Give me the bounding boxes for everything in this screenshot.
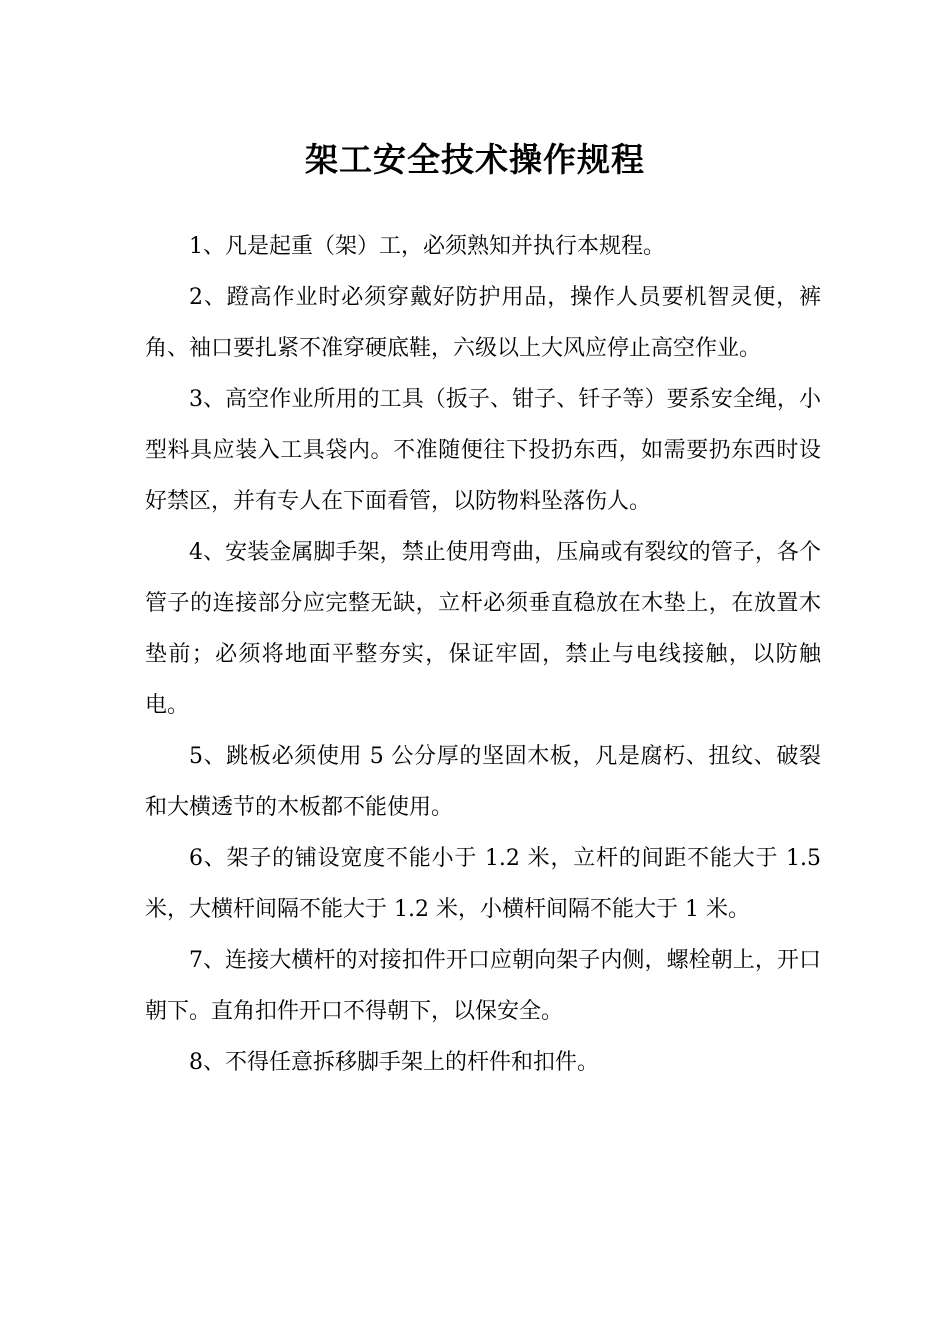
- document-title: 架工安全技术操作规程: [305, 140, 645, 179]
- paragraph-8: 8、不得任意拆移脚手架上的杆件和扣件。: [189, 1050, 599, 1075]
- paragraph-4: 4、安装金属脚手架，禁止使用弯曲，压扁或有裂纹的管子，各个管子的连接部分应完整无缺，立杆必须垂直稳放在木垫上，在放置木垫前；必须将地面平整夯实，保证牢固，禁止与电线接触，以防触电。: [145, 540, 821, 718]
- paragraph-7: 7、连接大横杆的对接扣件开口应朝向架子内侧，螺栓朝上，开口朝下。直角扣件开口不得朝下，以保安全。: [145, 948, 821, 1024]
- paragraph-1: 1、凡是起重（架）工，必须熟知并执行本规程。: [189, 234, 665, 259]
- paragraph-3: 3、高空作业所用的工具（扳子、钳子、钎子等）要系安全绳，小型料具应装入工具袋内。不准随便往下投扔东西，如需要扔东西时设好禁区，并有专人在下面看管，以防物料坠落伤人。: [145, 387, 821, 514]
- paragraph-2: 2、蹬高作业时必须穿戴好防护用品，操作人员要机智灵便，裤角、袖口要扎紧不准穿硬底鞋，六级以上大风应停止高空作业。: [145, 285, 821, 361]
- paragraph-5: 5、跳板必须使用 5 公分厚的坚固木板，凡是腐朽、扭纹、破裂和大横透节的木板都不能使用。: [145, 744, 821, 820]
- paragraph-6: 6、架子的铺设宽度不能小于 1.2 米，立杆的间距不能大于 1.5 米，大横杆间隔不能大于 1.2 米，小横杆间隔不能大于 1 米。: [145, 846, 821, 922]
- document-body: [145, 221, 821, 1088]
